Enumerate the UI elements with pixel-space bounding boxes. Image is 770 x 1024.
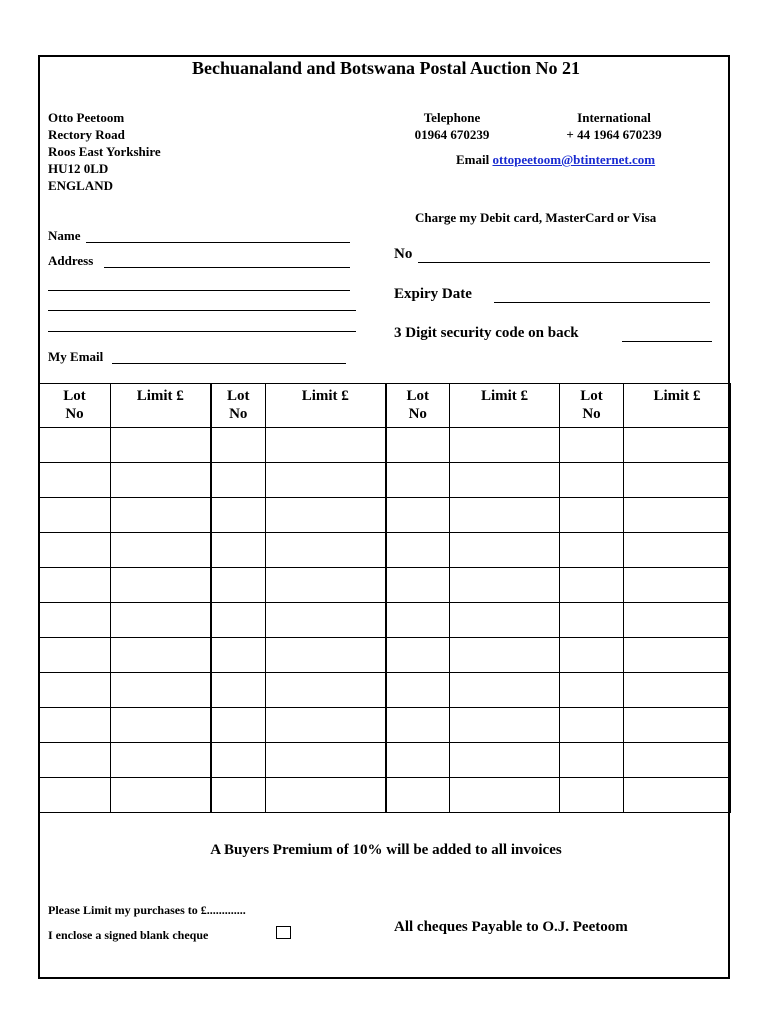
limit-cell[interactable] xyxy=(624,428,731,463)
lot-no-cell[interactable] xyxy=(39,428,111,463)
cheques-payable-text: All cheques Payable to O.J. Peetoom xyxy=(394,919,628,935)
address-field-line-1[interactable] xyxy=(104,267,350,268)
lot-no-cell[interactable] xyxy=(560,568,624,603)
lot-no-cell[interactable] xyxy=(211,743,266,778)
limit-cell[interactable] xyxy=(111,568,211,603)
lot-no-cell[interactable] xyxy=(39,603,111,638)
limit-cell[interactable] xyxy=(450,638,560,673)
lot-no-cell[interactable] xyxy=(211,673,266,708)
auction-title: Bechuanaland and Botswana Postal Auction No 21 xyxy=(191,58,581,78)
limit-cell[interactable] xyxy=(624,533,731,568)
limit-cell[interactable] xyxy=(266,673,386,708)
lot-no-cell[interactable] xyxy=(39,638,111,673)
limit-cell[interactable] xyxy=(111,498,211,533)
limit-cell[interactable] xyxy=(111,673,211,708)
limit-cell[interactable] xyxy=(266,603,386,638)
lot-no-header: Lot No xyxy=(211,384,266,428)
limit-purchases-text: Please Limit my purchases to £............. xyxy=(48,903,246,917)
limit-cell[interactable] xyxy=(624,743,731,778)
lot-no-cell[interactable] xyxy=(386,778,450,813)
telephone-number: 01964 670239 xyxy=(414,127,490,142)
international-label: International xyxy=(577,110,651,125)
lot-no-cell[interactable] xyxy=(39,533,111,568)
lot-no-cell[interactable] xyxy=(386,708,450,743)
limit-cell[interactable] xyxy=(624,673,731,708)
limit-cell[interactable] xyxy=(266,708,386,743)
lot-no-cell[interactable] xyxy=(560,743,624,778)
lot-no-cell[interactable] xyxy=(560,463,624,498)
lot-no-cell[interactable] xyxy=(211,638,266,673)
lot-no-cell[interactable] xyxy=(386,533,450,568)
lot-no-cell[interactable] xyxy=(39,778,111,813)
limit-cell[interactable] xyxy=(450,428,560,463)
address-line-4: HU12 0LD xyxy=(48,161,109,176)
lot-no-cell[interactable] xyxy=(386,638,450,673)
address-line-3: Roos East Yorkshire xyxy=(48,144,161,159)
table-row xyxy=(39,568,731,603)
table-row xyxy=(39,638,731,673)
lot-no-cell[interactable] xyxy=(386,463,450,498)
lot-no-cell[interactable] xyxy=(211,778,266,813)
table-row xyxy=(39,428,731,463)
limit-cell[interactable] xyxy=(111,743,211,778)
lot-no-cell[interactable] xyxy=(39,673,111,708)
lot-no-cell[interactable] xyxy=(211,533,266,568)
limit-cell[interactable] xyxy=(111,708,211,743)
address-label: Address xyxy=(48,253,94,268)
limit-cell[interactable] xyxy=(111,638,211,673)
email-label: Email xyxy=(456,152,490,167)
limit-cell[interactable] xyxy=(266,778,386,813)
lot-no-cell[interactable] xyxy=(211,568,266,603)
lot-no-cell[interactable] xyxy=(560,603,624,638)
limit-header: Limit £ xyxy=(624,384,731,428)
limit-cell[interactable] xyxy=(266,743,386,778)
table-row xyxy=(39,778,731,813)
limit-cell[interactable] xyxy=(111,428,211,463)
address-line-5: ENGLAND xyxy=(48,178,114,193)
table-row xyxy=(39,463,731,498)
limit-cell[interactable] xyxy=(450,533,560,568)
lot-no-cell[interactable] xyxy=(560,673,624,708)
lot-no-cell[interactable] xyxy=(386,743,450,778)
limit-cell[interactable] xyxy=(624,778,731,813)
address-line-1: Otto Peetoom xyxy=(48,110,125,125)
international-number: + 44 1964 670239 xyxy=(566,127,662,142)
card-number-field[interactable] xyxy=(418,262,710,263)
limit-header: Limit £ xyxy=(111,384,211,428)
limit-cell[interactable] xyxy=(266,498,386,533)
table-row xyxy=(39,533,731,568)
limit-cell[interactable] xyxy=(450,568,560,603)
my-email-field[interactable] xyxy=(112,363,346,364)
limit-cell[interactable] xyxy=(450,603,560,638)
telephone-label: Telephone xyxy=(423,110,481,125)
lot-no-cell[interactable] xyxy=(211,463,266,498)
limit-cell[interactable] xyxy=(266,638,386,673)
lot-no-cell[interactable] xyxy=(560,638,624,673)
table-header-row xyxy=(39,384,731,428)
limit-cell[interactable] xyxy=(111,533,211,568)
limit-cell[interactable] xyxy=(624,498,731,533)
blank-cheque-checkbox[interactable] xyxy=(276,926,291,939)
lot-no-cell[interactable] xyxy=(386,603,450,638)
limit-cell[interactable] xyxy=(450,673,560,708)
lot-no-cell[interactable] xyxy=(560,778,624,813)
lot-no-cell[interactable] xyxy=(211,498,266,533)
lot-no-header: Lot No xyxy=(39,384,111,428)
buyers-premium-notice: A Buyers Premium of 10% will be added to all invoices xyxy=(210,842,562,858)
lot-no-cell[interactable] xyxy=(560,428,624,463)
limit-cell[interactable] xyxy=(624,708,731,743)
limit-cell[interactable] xyxy=(624,463,731,498)
limit-cell[interactable] xyxy=(266,463,386,498)
lot-no-cell[interactable] xyxy=(211,603,266,638)
lot-no-cell[interactable] xyxy=(386,498,450,533)
card-charge-text: Charge my Debit card, MasterCard or Visa xyxy=(415,210,657,225)
lot-no-cell[interactable] xyxy=(211,708,266,743)
name-field[interactable] xyxy=(86,242,350,243)
table-row xyxy=(39,673,731,708)
lot-no-cell[interactable] xyxy=(211,428,266,463)
security-code-field[interactable] xyxy=(622,341,712,342)
address-field-line-2[interactable] xyxy=(48,290,350,291)
address-line-2: Rectory Road xyxy=(48,127,125,142)
limit-cell[interactable] xyxy=(624,568,731,603)
limit-cell[interactable] xyxy=(266,428,386,463)
lot-no-cell[interactable] xyxy=(39,568,111,603)
contact-email xyxy=(456,152,655,168)
lot-no-cell[interactable] xyxy=(386,428,450,463)
lot-no-cell[interactable] xyxy=(386,568,450,603)
lot-limit-table xyxy=(38,383,731,813)
address-field-line-4[interactable] xyxy=(48,331,356,332)
limit-cell[interactable] xyxy=(266,568,386,603)
lot-no-cell[interactable] xyxy=(39,463,111,498)
limit-cell[interactable] xyxy=(624,603,731,638)
my-email-label: My Email xyxy=(48,349,104,364)
limit-cell[interactable] xyxy=(450,778,560,813)
table-row xyxy=(39,708,731,743)
lot-no-cell[interactable] xyxy=(39,708,111,743)
limit-cell[interactable] xyxy=(111,778,211,813)
limit-cell[interactable] xyxy=(450,498,560,533)
name-label: Name xyxy=(48,228,81,243)
address-field-line-3[interactable] xyxy=(48,310,356,311)
limit-header: Limit £ xyxy=(450,384,560,428)
lot-no-cell[interactable] xyxy=(39,498,111,533)
expiry-date-field[interactable] xyxy=(494,302,710,303)
email-link[interactable]: ottopeetoom@btinternet.com xyxy=(492,152,656,167)
enclose-cheque-text: I enclose a signed blank cheque xyxy=(48,928,209,942)
table-row xyxy=(39,498,731,533)
limit-cell[interactable] xyxy=(450,743,560,778)
limit-cell[interactable] xyxy=(111,463,211,498)
lot-no-cell[interactable] xyxy=(39,743,111,778)
table-row xyxy=(39,743,731,778)
lot-no-cell[interactable] xyxy=(560,708,624,743)
limit-cell[interactable] xyxy=(450,708,560,743)
limit-cell[interactable] xyxy=(266,533,386,568)
lot-no-cell[interactable] xyxy=(560,498,624,533)
limit-header: Limit £ xyxy=(266,384,386,428)
lot-no-cell[interactable] xyxy=(386,673,450,708)
expiry-date-label: Expiry Date xyxy=(394,286,472,302)
card-number-label: No xyxy=(394,246,413,262)
lot-no-cell[interactable] xyxy=(560,533,624,568)
limit-cell[interactable] xyxy=(450,463,560,498)
table-row xyxy=(39,603,731,638)
lot-no-header: Lot No xyxy=(386,384,450,428)
security-code-label: 3 Digit security code on back xyxy=(394,325,579,341)
order-form xyxy=(38,55,730,979)
limit-cell[interactable] xyxy=(624,638,731,673)
limit-cell[interactable] xyxy=(111,603,211,638)
lot-no-header: Lot No xyxy=(560,384,624,428)
